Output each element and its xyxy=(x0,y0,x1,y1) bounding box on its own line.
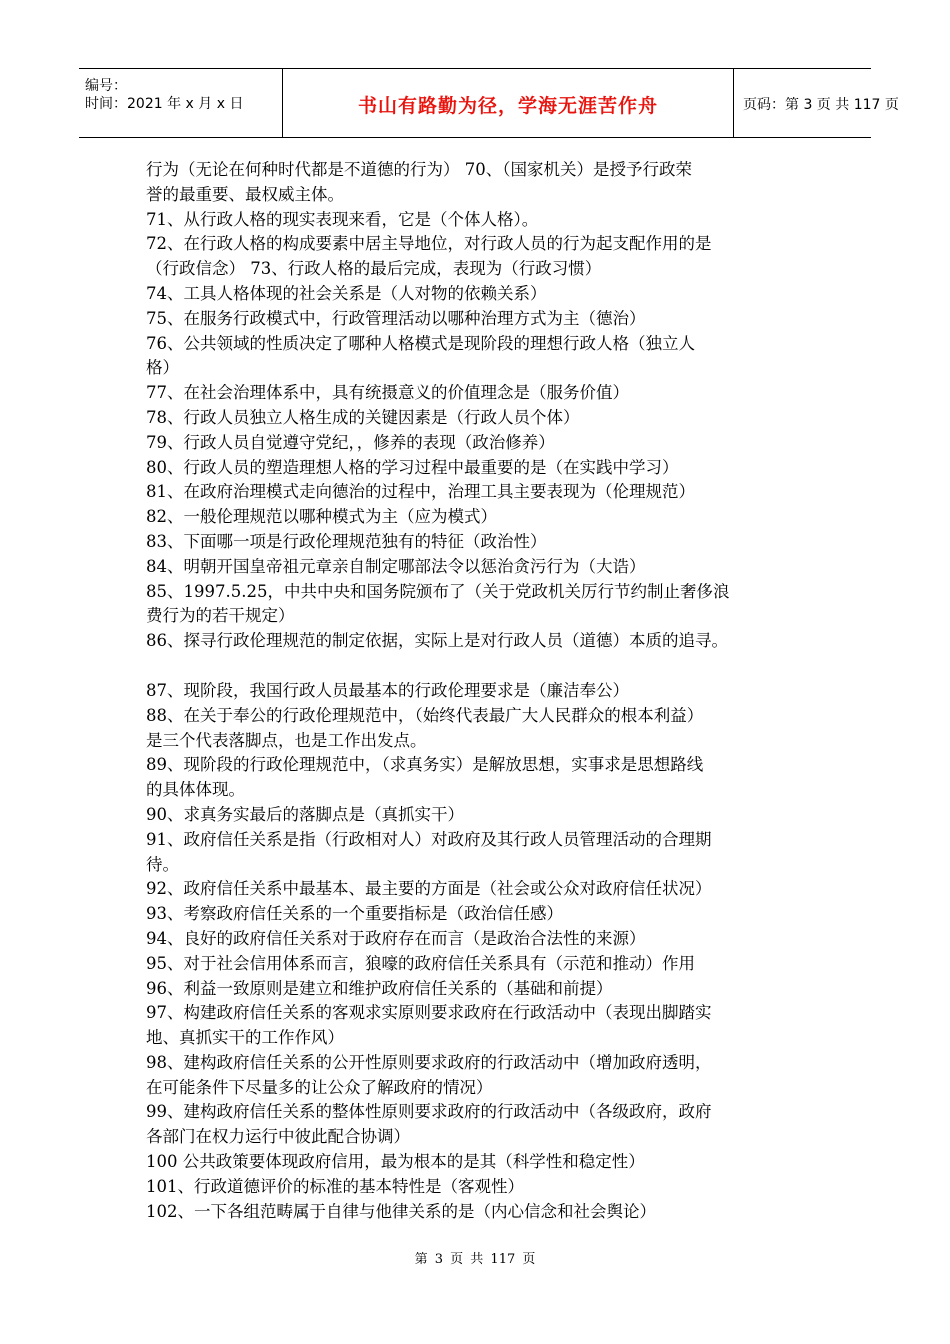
text-line: 84、明朝开国皇帝祖元章亲自制定哪部法令以惩治贪污行为（大诰） xyxy=(146,556,646,576)
text-line: 是三个代表落脚点，也是工作出发点。 xyxy=(146,730,427,750)
text-line: 格） xyxy=(146,358,179,378)
text-line: 80、行政人员的塑造理想人格的学习过程中最重要的是（在实践中学习） xyxy=(146,457,679,477)
text-line: 费行为的若干规定） xyxy=(146,606,295,626)
header-motto-cell xyxy=(282,69,734,137)
text-line: 79、行政人员自觉遵守党纪，，修养的表现（政治修养） xyxy=(146,432,555,452)
document-number-label: 编号： xyxy=(85,78,127,94)
text-line: 95、对于社会信用体系而言，狼嚎的政府信任关系具有（示范和推动）作用 xyxy=(146,953,695,973)
text-line: 89、现阶段的行政伦理规范中，（求真务实）是解放思想，实事求是思想路线 xyxy=(146,755,704,775)
text-line: 待。 xyxy=(146,854,179,874)
text-line: 98、建构政府信任关系的公开性原则要求政府的行政活动中（增加政府透明， xyxy=(146,1052,712,1072)
text-line: 81、在政府治理模式走向德治的过程中，治理工具主要表现为（伦理规范） xyxy=(146,482,695,502)
text-line: 99、建构政府信任关系的整体性原则要求政府的行政活动中（各级政府，政府 xyxy=(146,1102,712,1122)
header-meta-cell xyxy=(79,69,282,137)
text-line: 77、在社会治理体系中，具有统摄意义的价值理念是（服务价值） xyxy=(146,383,629,403)
text-line: 的具体体现。 xyxy=(146,780,245,800)
text-line: 76、公共领域的性质决定了哪种人格模式是现阶段的理想行政人格（独立人 xyxy=(146,333,695,353)
text-line: 93、考察政府信任关系的一个重要指标是（政治信任感） xyxy=(146,904,563,924)
document-body xyxy=(146,158,826,1224)
text-line: 83、下面哪一项是行政伦理规范独有的特征（政治性） xyxy=(146,531,547,551)
text-line: 94、良好的政府信任关系对于政府存在而言（是政治合法性的来源） xyxy=(146,928,646,948)
document-date: 时间：2021 年 x 月 x 日 xyxy=(85,96,244,112)
document-header xyxy=(79,68,899,138)
text-line: 72、在行政人格的构成要素中居主导地位，对行政人员的行为起支配作用的是 xyxy=(146,234,712,254)
text-line: 在可能条件下尽量多的让公众了解政府的情况） xyxy=(146,1077,493,1097)
text-line: 82、一般伦理规范以哪种模式为主（应为模式） xyxy=(146,507,497,527)
header-motto: 书山有路勤为径，学海无涯苦作舟 xyxy=(357,95,658,117)
text-line: 地、真抓实干的工作作风） xyxy=(146,1028,344,1048)
text-line: 97、构建政府信任关系的客观求实原则要求政府在行政活动中（表现出脚踏实 xyxy=(146,1003,712,1023)
text-line: 86、探寻行政伦理规范的制定依据，实际上是对行政人员（道德）本质的追寻。 xyxy=(146,631,728,651)
header-page-cell xyxy=(733,69,899,137)
text-line: 85、1997.5.25，中共中央和国务院颁布了（关于党政机关厉行节约制止奢侈浪 xyxy=(146,581,730,601)
page-footer: 第 3 页 共 117 页 xyxy=(414,1252,536,1267)
text-line: 78、行政人员独立人格生成的关键因素是（行政人员个体） xyxy=(146,407,580,427)
text-line: （行政信念） 73、行政人格的最后完成，表现为（行政习惯） xyxy=(146,259,602,279)
text-line: 96、利益一致原则是建立和维护政府信任关系的（基础和前提） xyxy=(146,978,613,998)
text-line: 100 公共政策要体现政府信用，最为根本的是其（科学性和稳定性） xyxy=(146,1152,645,1172)
text-line: 各部门在权力运行中彼此配合协调） xyxy=(146,1127,410,1147)
text-line: 92、政府信任关系中最基本、最主要的方面是（社会或公众对政府信任状况） xyxy=(146,879,712,899)
text-line: 91、政府信任关系是指（行政相对人）对政府及其行政人员管理活动的合理期 xyxy=(146,829,712,849)
text-line: 90、求真务实最后的落脚点是（真抓实干） xyxy=(146,804,464,824)
header-page-info: 页码：第 3 页 共 117 页 xyxy=(743,97,899,113)
text-line: 74、工具人格体现的社会关系是（人对物的依赖关系） xyxy=(146,283,547,303)
text-line: 71、从行政人格的现实表现来看，它是（个体人格）。 xyxy=(146,209,539,229)
text-line: 行为（无论在何种时代都是不道德的行为） 70、（国家机关）是授予行政荣 xyxy=(146,160,692,179)
text-line: 75、在服务行政模式中，行政管理活动以哪种治理方式为主（德治） xyxy=(146,308,646,328)
text-line: 101、行政道德评价的标准的基本特性是（客观性） xyxy=(146,1176,524,1196)
text-line: 88、在关于奉公的行政伦理规范中，（始终代表最广大人民群众的根本利益） xyxy=(146,705,704,725)
text-line: 87、现阶段，我国行政人员最基本的行政伦理要求是（廉洁奉公） xyxy=(146,680,629,700)
text-line: 誉的最重要、最权威主体。 xyxy=(146,184,344,204)
text-line: 102、一下各组范畴属于自律与他律关系的是（内心信念和社会舆论） xyxy=(146,1201,656,1221)
